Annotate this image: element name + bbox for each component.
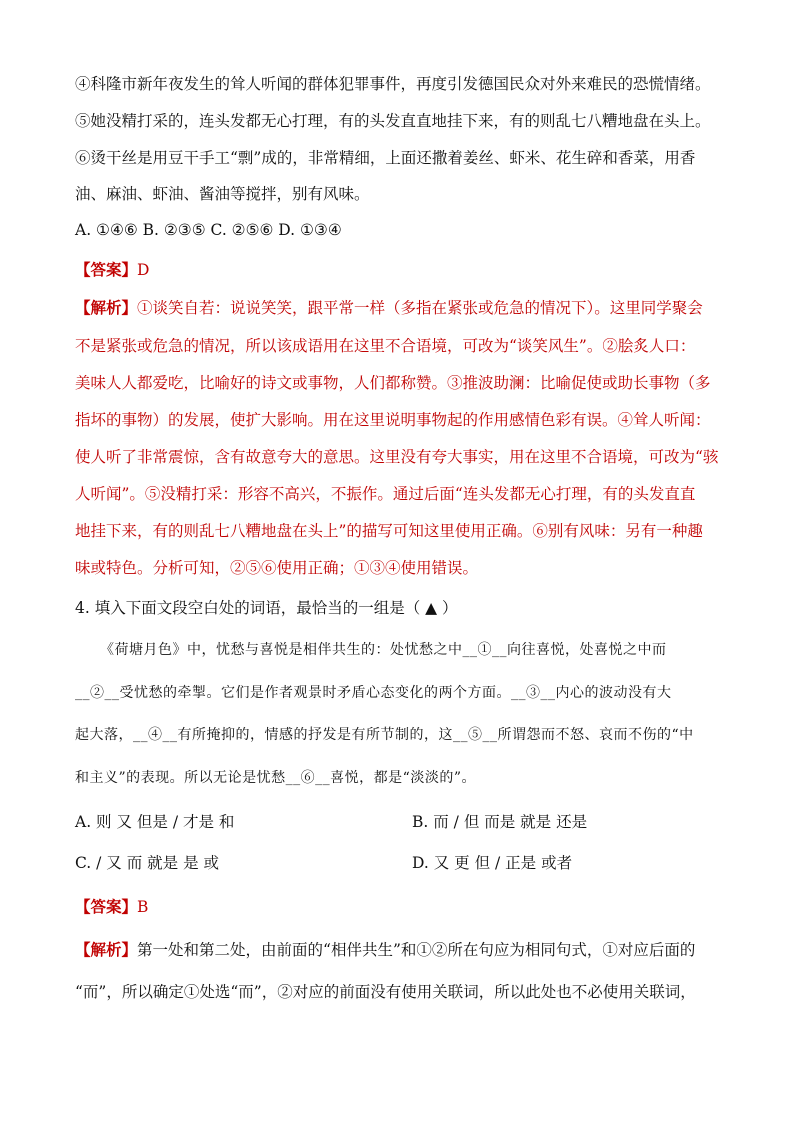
q3-analysis-line: 使人听了非常震惊，含有故意夸大的意思。这里没有夸大事实，用在这里不合语境，可改为“骇 bbox=[75, 448, 719, 466]
q4-option-c: C. / 又 而 就是 是 或 bbox=[75, 854, 220, 872]
q4-analysis-line: 【解析】第一处和第二处，由前面的“相伴共生”和①②所在句应为相同句式，①对应后面的 bbox=[75, 940, 696, 959]
q4-stem: 4. 填入下面文段空白处的词语，最恰当的一组是（ ▲ ） bbox=[75, 599, 458, 617]
q4-passage-line: __②__受忧愁的牵掣。它们是作者观景时矛盾心态变化的两个方面。__③__内心的波动没有大 bbox=[75, 685, 672, 701]
analysis-label: 【解析】 bbox=[75, 298, 138, 317]
q4-passage-line: 《荷塘月色》中，忧愁与喜悦是相伴共生的：处忧愁之中__①__向往喜悦，处喜悦之中而 bbox=[100, 642, 667, 658]
q4-passage-line: 和主义”的表现。所以无论是忧愁__⑥__喜悦，都是“淡淡的”。 bbox=[75, 770, 476, 786]
q3-analysis-line: 地挂下来，有的则乱七八糟地盘在头上”的描写可知这里使用正确。⑥别有风味：另有一种趣 bbox=[75, 522, 703, 540]
answer-label: 【答案】 bbox=[75, 260, 138, 279]
q4-option-d: D. 又 更 但 / 正是 或者 bbox=[412, 854, 573, 872]
q4-passage-line: 起大落，__④__有所掩抑的，情感的抒发是有所节制的，这__⑤__所谓怨而不怒、哀而不伤的“中 bbox=[75, 727, 694, 743]
analysis-label: 【解析】 bbox=[75, 940, 138, 959]
q3-analysis-line: 指坏的事物）的发展，使扩大影响。用在这里说明事物起的作用感情色彩有误。④耸人听闻： bbox=[75, 411, 711, 429]
q3-options: A. ①④⑥ B. ②③⑤ C. ②⑤⑥ D. ①③④ bbox=[75, 221, 342, 239]
q3-analysis-line: 美味人人都爱吃，比喻好的诗文或事物，人们都称赞。③推波助澜：比喻促使或助长事物（多 bbox=[75, 374, 711, 392]
q3-answer bbox=[75, 260, 734, 280]
answer-label: 【答案】 bbox=[75, 897, 138, 916]
sentence-5: ⑤她没精打采的，连头发都无心打理，有的头发直直地挂下来，有的则乱七八糟地盘在头上。 bbox=[75, 112, 711, 130]
sentence-6-cont: 油、麻油、虾油、酱油等搅拌，别有风味。 bbox=[75, 185, 370, 203]
q3-analysis-line: 人听闻”。⑤没精打采：形容不高兴，不振作。通过后面“连头发都无心打理，有的头发直直 bbox=[75, 485, 696, 503]
q4-option-b: B. 而 / 但 而是 就是 还是 bbox=[412, 813, 588, 831]
sentence-4: ④科隆市新年夜发生的耸人听闻的群体犯罪事件，再度引发德国民众对外来难民的恐慌情绪。 bbox=[75, 75, 711, 93]
q3-analysis-line: 味或特色。分析可知，②⑤⑥使用正确；①③④使用错误。 bbox=[75, 559, 479, 577]
q3-analysis-line: 【解析】①谈笑自若：说说笑笑，跟平常一样（多指在紧张或危急的情况下）。这里同学聚会 bbox=[75, 298, 703, 317]
sentence-6: ⑥烫干丝是用豆干手工“剽”成的，非常精细，上面还撒着姜丝、虾米、花生碎和香菜，用香 bbox=[75, 149, 696, 167]
q3-analysis-line: 不是紧张或危急的情况，所以该成语用在这里不合语境，可改为“谈笑风生”。②脍炙人口： bbox=[75, 337, 696, 355]
q4-option-a: A. 则 又 但是 / 才是 和 bbox=[75, 813, 235, 831]
q4-answer bbox=[75, 897, 734, 917]
answer-value: B bbox=[137, 898, 149, 916]
q4-analysis-line: “而”，所以确定①处选“而”，②对应的前面没有使用关联词，所以此处也不必使用关联词， bbox=[75, 983, 696, 1001]
answer-value: D bbox=[137, 261, 150, 279]
